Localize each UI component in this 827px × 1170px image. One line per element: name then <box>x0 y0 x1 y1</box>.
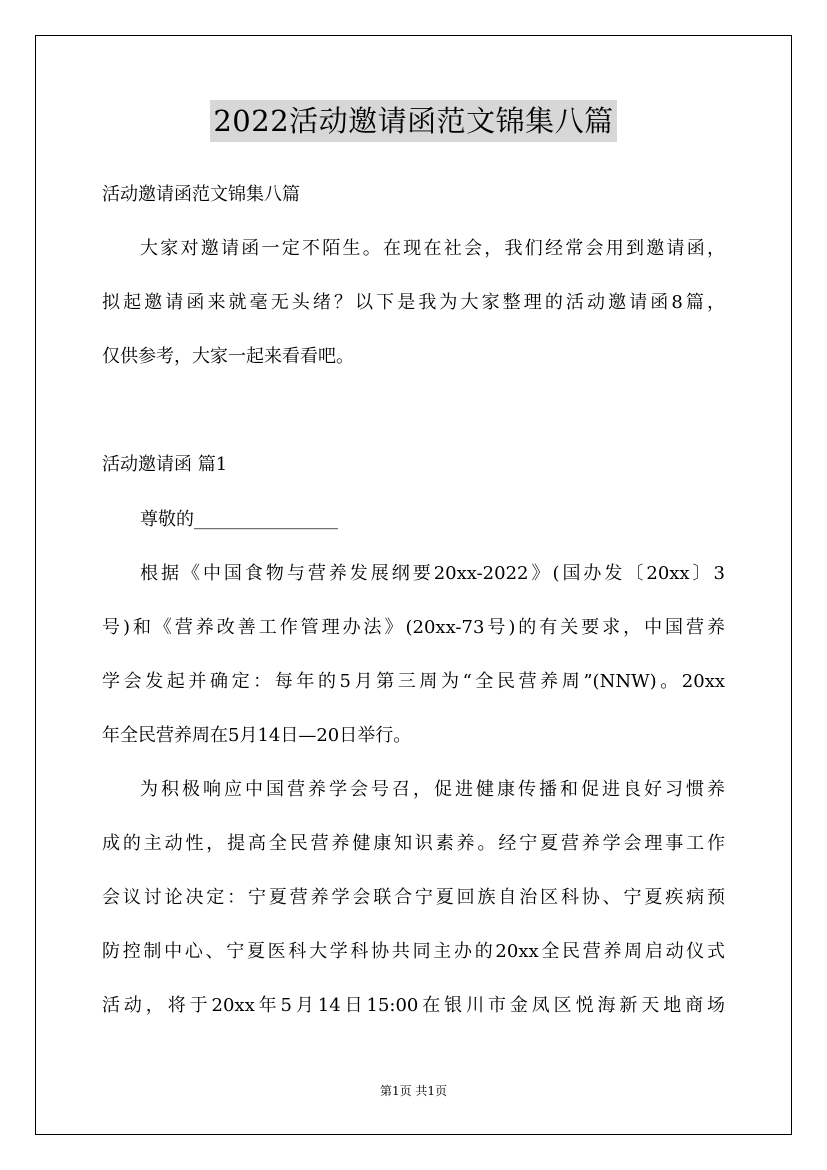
paragraph2-line-4: 防控制中心、宁夏医科大学科协共同主办的20xx全民营养周启动仪式 <box>102 941 725 962</box>
intro-line-2: 拟起邀请函来就毫无头绪？以下是我为大家整理的活动邀请函8篇， <box>102 292 725 313</box>
paragraph1-line-4: 年全民营养周在5月14日—20日举行。 <box>102 725 412 746</box>
paragraph2-line-1: 为积极响应中国营养学会号召，促进健康传播和促进良好习惯养 <box>140 779 725 800</box>
title-wrap <box>0 100 827 142</box>
intro-line-1: 大家对邀请函一定不陌生。在现在社会，我们经常会用到邀请函， <box>140 238 725 259</box>
paragraph2-line-3: 会议讨论决定：宁夏营养学会联合宁夏回族自治区科协、宁夏疾病预 <box>102 887 725 908</box>
paragraph1-line-1: 根据《中国食物与营养发展纲要20xx-2022》(国办发〔20xx〕3 <box>140 563 725 584</box>
paragraph1-line-3: 学会发起并确定：每年的5月第三周为“全民营养周”(NNW)。20xx <box>102 671 725 692</box>
section-heading: 活动邀请函 篇1 <box>102 454 228 475</box>
paragraph2-line-5: 活动，将于20xx年5月14日15:00在银川市金凤区悦海新天地商场 <box>102 995 725 1016</box>
page-footer: 第1页 共1页 <box>379 1084 448 1098</box>
paragraph2-line-2: 成的主动性，提高全民营养健康知识素养。经宁夏营养学会理事工作 <box>102 833 725 854</box>
document-title: 2022活动邀请函范文锦集八篇 <box>210 100 616 142</box>
salutation: 尊敬的________________ <box>140 509 338 530</box>
document-subtitle: 活动邀请函范文锦集八篇 <box>102 184 300 205</box>
intro-line-3: 仅供参考，大家一起来看看吧。 <box>102 346 354 367</box>
paragraph1-line-2: 号)和《营养改善工作管理办法》(20xx-73号)的有关要求，中国营养 <box>102 617 725 638</box>
